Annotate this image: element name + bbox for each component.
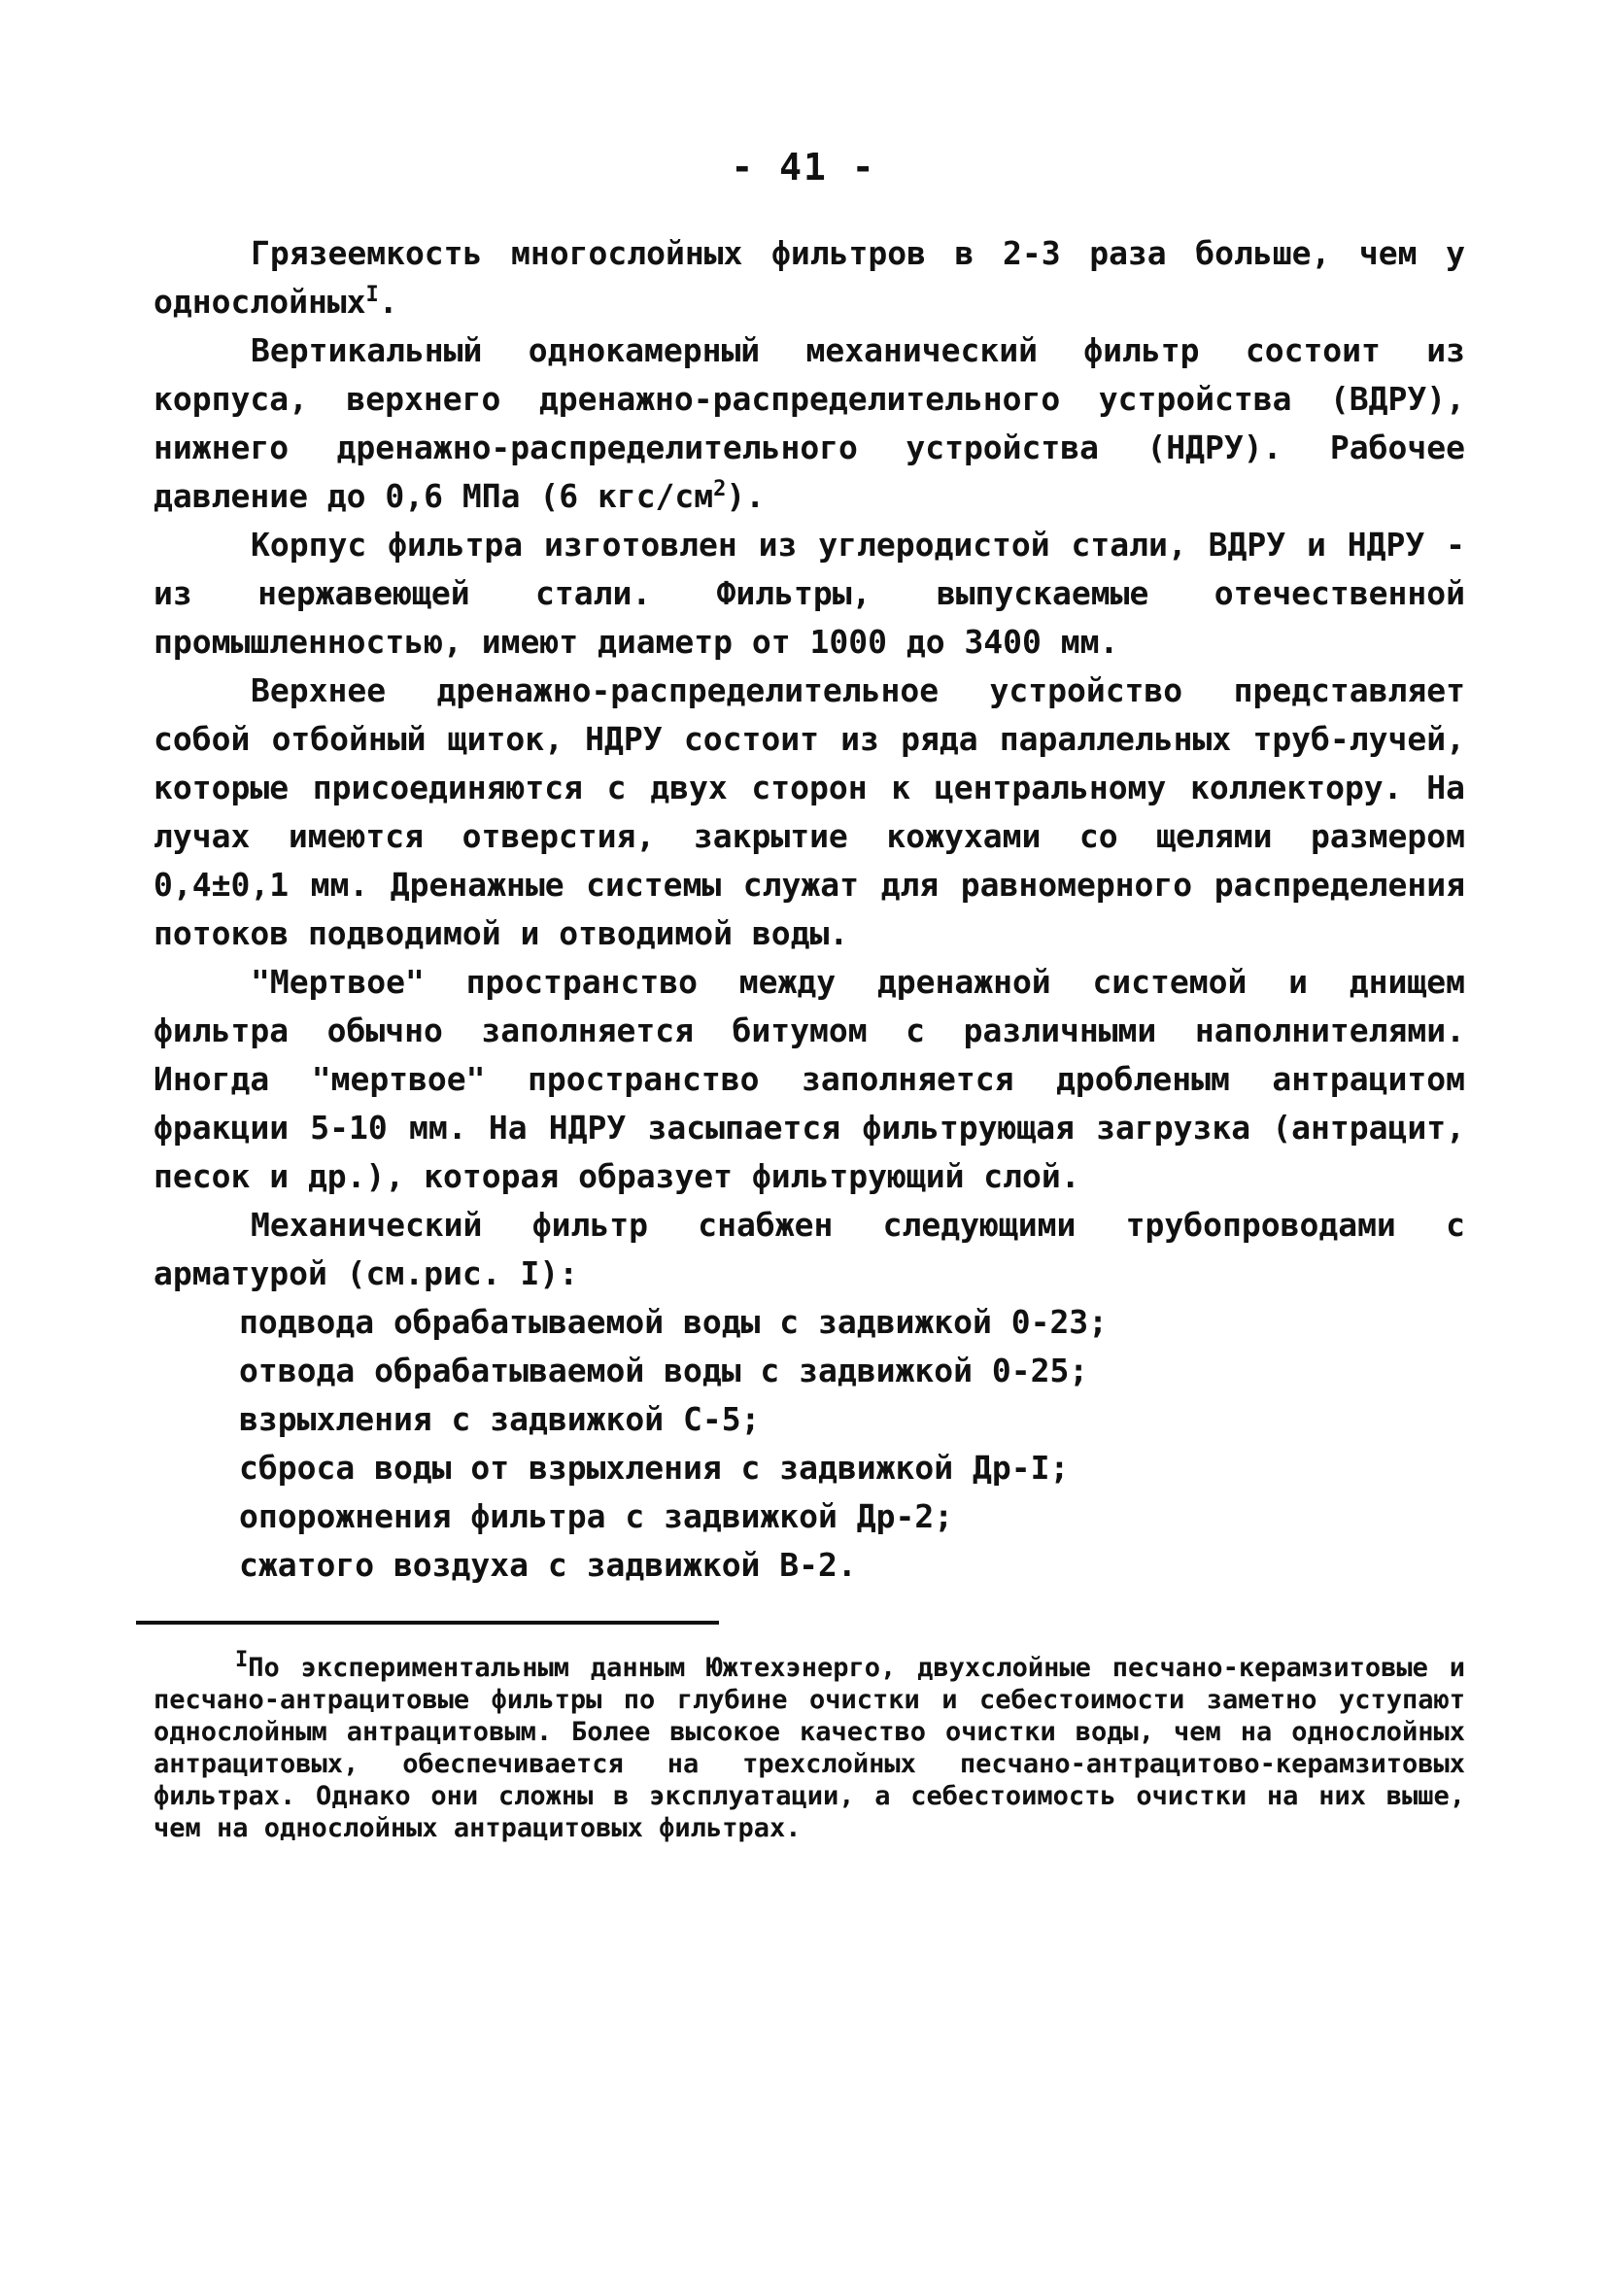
- paragraph-dead-space: [154, 958, 1465, 1201]
- list-item: сброса воды от взрыхления с задвижкой Др-I;: [239, 1449, 1070, 1487]
- paragraph-text: Верхнее дренажно-распределительное устройство представляет собой отбойный щиток, НДРУ состоит из ряда параллельных труб-лучей, которые присоединяются с двух сторон к центральному коллектору. На лучах имеются отверстия, закрытие кожухами со щелями размером 0,4±0,1 мм. Дренажные системы служат для равномерного распределения потоков подводимой и отводимой воды.: [154, 671, 1465, 952]
- footnote-reference: I: [365, 283, 379, 307]
- unit-superscript: 2: [713, 477, 727, 501]
- page-number: - 41 -: [731, 146, 876, 188]
- paragraph-drainage-device: [154, 667, 1465, 958]
- paragraph-filter-structure: [154, 326, 1465, 521]
- paragraph-text: Вертикальный однокамерный механический фильтр состоит из корпуса, верхнего дренажно-распределительного устройства (ВДРУ), нижнего дренажно-распределительного устройства (НДРУ). Рабочее давление до 0,6 МПа (6 кгс/см: [154, 331, 1465, 515]
- paragraph-pipelines-intro: [154, 1201, 1465, 1298]
- footnote-mark: I: [235, 1648, 249, 1672]
- paragraph-text: Грязеемкость многослойных фильтров в 2-3 раза больше, чем у однослойных: [154, 234, 1465, 321]
- footnote-divider: [136, 1621, 719, 1625]
- paragraph-text: Корпус фильтра изготовлен из углеродистой стали, ВДРУ и НДРУ - из нержавеющей стали. Фильтры, выпускаемые отечественной промышленностью, имеют диаметр от 1000 до 3400 мм.: [154, 526, 1465, 661]
- list-item: взрыхления с задвижкой С-5;: [239, 1400, 761, 1438]
- list-item: опорожнения фильтра с задвижкой Др-2;: [239, 1497, 954, 1535]
- paragraph-text: Механический фильтр снабжен следующими трубопроводами с арматурой (см.рис. I):: [154, 1206, 1465, 1292]
- main-text: [154, 229, 1465, 1590]
- list-item: отвода обрабатываемой воды с задвижкой 0-25;: [239, 1352, 1089, 1389]
- paragraph-dirt-capacity: [154, 229, 1465, 326]
- paragraph-tail: ).: [726, 477, 766, 515]
- paragraph-tail: .: [378, 283, 398, 321]
- footnote-text: По экспериментальным данным Южтехэнерго, двухслойные песчано-керамзитовые и песчано-антрацитовые фильтры по глубине очистки и себестоимости заметно уступают однослойным антрацитовым. Более высокое качество очистки воды, чем на однослойных антрацитовых, обеспечивается на трехслойных песчано-антрацитово-керамзитовых фильтрах. Однако они сложны в эксплуатации, а себестоимость очистки на них выше, чем на однослойных антрацитовых фильтрах.: [154, 1653, 1465, 1843]
- pipeline-list: [154, 1298, 1465, 1590]
- footnote: [154, 1648, 1465, 1844]
- paragraph-text: "Мертвое" пространство между дренажной системой и днищем фильтра обычно заполняется битумом с различными наполнителями. Иногда "мертвое" пространство заполняется дробленым антрацитом фракции 5-10 мм. На НДРУ засыпается фильтрующая загрузка (антрацит, песок и др.), которая образует фильтрующий слой.: [154, 963, 1465, 1195]
- list-item: сжатого воздуха с задвижкой В-2.: [239, 1546, 857, 1584]
- paragraph-filter-body: [154, 521, 1465, 667]
- list-item: подвода обрабатываемой воды с задвижкой 0-23;: [239, 1303, 1109, 1341]
